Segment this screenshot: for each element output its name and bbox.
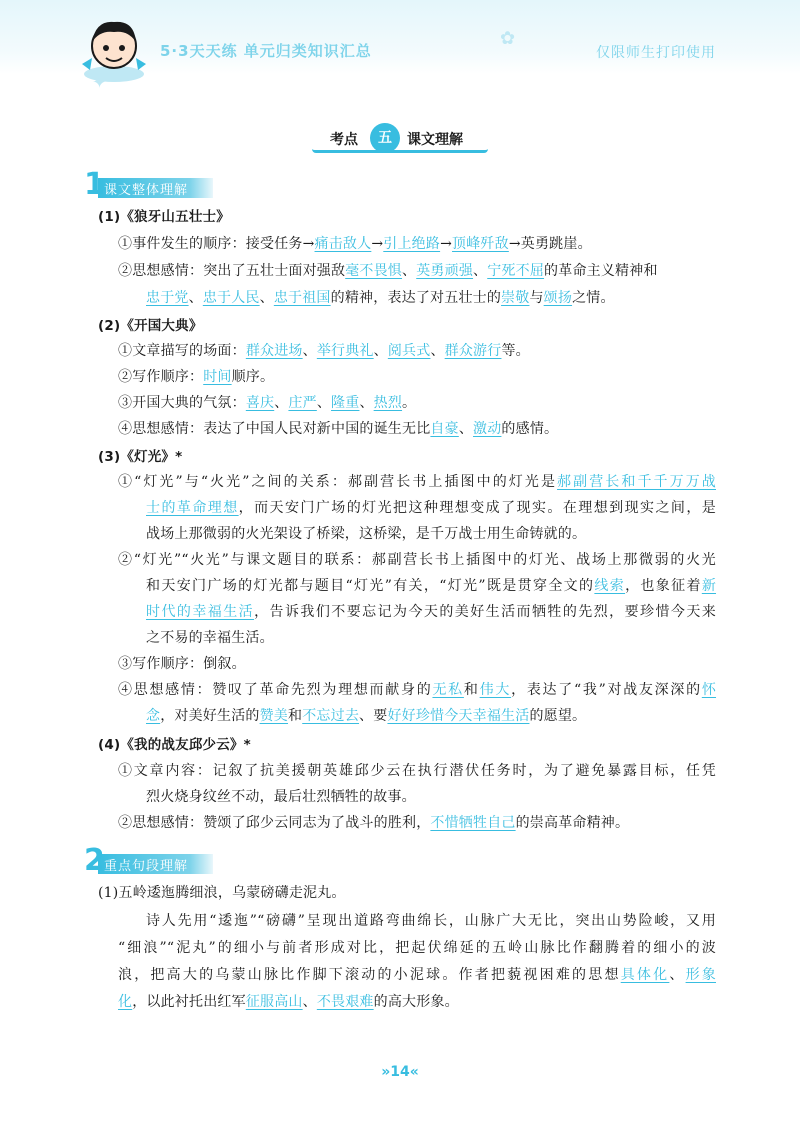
subheading: (1)《狼牙山五壮士》 — [98, 209, 230, 225]
section-label: 课文整体理解 — [104, 183, 189, 198]
text-line: 战场上那微弱的火光架设了桥梁，这桥梁，是千万战士用生命铸就的。 — [146, 526, 587, 542]
flower-icon: ✿ — [500, 28, 516, 49]
text-line: ③写作顺序：倒叙。 — [118, 656, 246, 672]
text-line: ②思想感情：赞颂了邱少云同志为了战斗的胜利，不惜牺牲自己的崇高革命精神。 — [118, 815, 630, 831]
text-line: ①文章描写的场面：群众进场、举行典礼、阅兵式、群众游行等。 — [118, 343, 530, 359]
kaodian-number: 五 — [370, 123, 400, 153]
text-line: 忠于党、忠于人民、忠于祖国的精神，表达了对五壮士的崇敬与颂扬之情。 — [146, 290, 615, 306]
text-line: 诗人先用“逶迤”“磅礴”呈现出道路弯曲绵长，山脉广大无比，突出山势险峻，又用 — [146, 913, 716, 929]
text-line: 念，对美好生活的赞美和不忘过去、要好好珍惜今天幸福生活的愿望。 — [146, 708, 587, 724]
kaodian-title: 课文理解 — [407, 132, 463, 148]
header-note: 仅限师生打印使用 — [596, 45, 716, 61]
subheading: (2)《开国大典》 — [98, 318, 203, 334]
text-line: 烈火烧身纹丝不动，最后壮烈牺牲的故事。 — [146, 789, 416, 805]
kaodian-banner — [312, 123, 488, 157]
text-line: ②写作顺序：时间顺序。 — [118, 369, 275, 385]
kaodian-label: 考点 — [330, 132, 358, 148]
page-header — [0, 0, 800, 100]
header-title: 5·3天天练 单元归类知识汇总 — [160, 42, 372, 60]
star-icon: ✦ — [92, 72, 108, 93]
text-line: 浪，把高大的乌蒙山脉比作脚下滚动的小泥球。作者把藐视困难的思想具体化、形象 — [118, 967, 716, 983]
page-number: »14« — [381, 1064, 419, 1080]
text-line: 士的革命理想，而天安门广场的灯光把这种理想变成了现实。在理想到现实之间，是 — [146, 500, 717, 516]
text-line: 之不易的幸福生活。 — [146, 630, 274, 646]
text-line: ①“灯光”与“火光”之间的关系：郝副营长书上插图中的灯光是郝副营长和千千万万战 — [118, 474, 716, 490]
text-line: ④思想感情：赞叹了革命先烈为理想而献身的无私和伟大，表达了“我”对战友深深的怀 — [118, 682, 717, 698]
text-line: ②思想感情：突出了五壮士面对强敌毫不畏惧、英勇顽强、宁死不屈的革命主义精神和 — [118, 263, 658, 279]
section-label: 重点句段理解 — [104, 859, 189, 874]
section-number: 1 — [84, 167, 105, 202]
text-line: “细浪”“泥丸”的细小与前者形成对比，把起伏绵延的五岭山脉比作翻腾着的细小的波 — [118, 940, 716, 956]
left-arrow-icon: » — [381, 1064, 391, 1080]
text-line: ①文章内容：记叙了抗美援朝英雄邱少云在执行潜伏任务时，为了避免暴露目标，任凭 — [118, 763, 716, 779]
text-line: ③开国大典的气氛：喜庆、庄严、隆重、热烈。 — [118, 395, 417, 411]
section-header-1 — [84, 167, 214, 202]
section-header-2 — [84, 843, 214, 878]
section-number: 2 — [84, 843, 105, 878]
subheading: (3)《灯光》* — [98, 449, 183, 465]
text-line: 时代的幸福生活，告诉我们不要忘记为今天的美好生活而牺牲的先烈，要珍惜今天来 — [146, 604, 716, 620]
text-line: ①事件发生的顺序：接受任务→痛击敌人→引上绝路→顶峰歼敌→英勇跳崖。 — [118, 236, 592, 252]
text-line: ②“灯光”“火光”与课文题目的联系：郝副营长书上插图中的灯光、战场上那微弱的火光 — [118, 552, 716, 568]
text-line: 化，以此衬托出红军征服高山、不畏艰难的高大形象。 — [118, 994, 459, 1010]
subheading: (4)《我的战友邱少云》* — [98, 737, 251, 753]
boy-mascot-icon — [78, 14, 150, 84]
right-arrow-icon: « — [409, 1064, 419, 1080]
text-line: ④思想感情：表达了中国人民对新中国的诞生无比自豪、激动的感情。 — [118, 421, 559, 437]
poem-line: (1)五岭逶迤腾细浪，乌蒙磅礴走泥丸。 — [98, 885, 346, 901]
text-line: 和天安门广场的灯光都与题目“灯光”有关，“灯光”既是贯穿全文的线索，也象征着新 — [146, 578, 717, 594]
